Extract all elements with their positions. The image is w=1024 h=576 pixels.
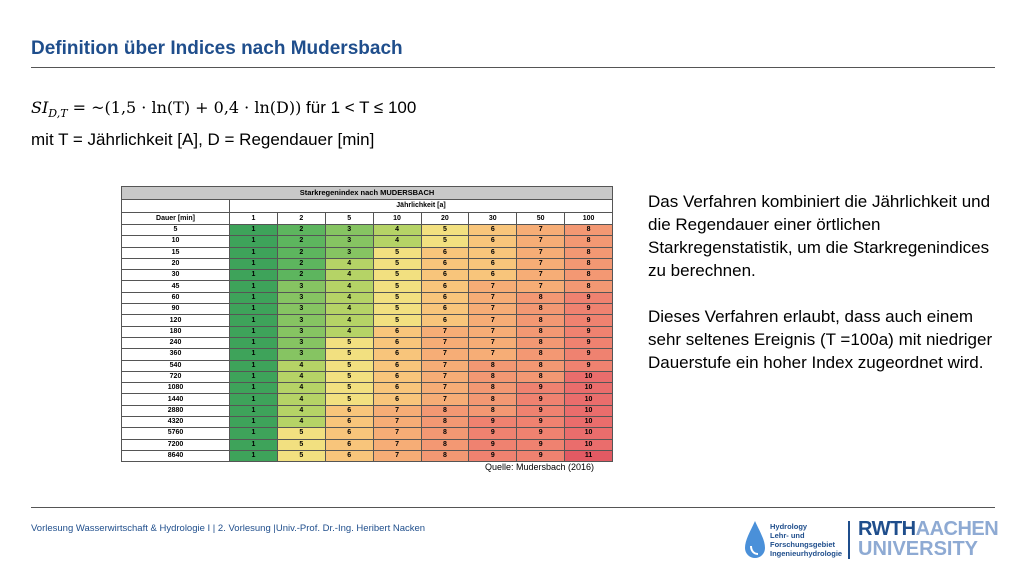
duration-cell: 15 <box>122 247 230 258</box>
index-cell: 9 <box>565 360 613 371</box>
return-period-header: 50 <box>517 213 565 225</box>
index-cell: 9 <box>469 439 517 450</box>
index-cell: 9 <box>469 417 517 428</box>
duration-cell: 4320 <box>122 417 230 428</box>
index-cell: 3 <box>277 281 325 292</box>
index-cell: 5 <box>325 371 373 382</box>
slide-title: Definition über Indices nach Mudersbach <box>31 38 403 59</box>
index-cell: 3 <box>277 337 325 348</box>
table-row <box>122 292 613 303</box>
return-period-header: 5 <box>325 213 373 225</box>
rwth-logo <box>858 519 998 559</box>
index-cell: 6 <box>421 247 469 258</box>
table-row <box>122 225 613 236</box>
index-cell: 8 <box>421 439 469 450</box>
index-cell: 9 <box>565 292 613 303</box>
index-cell: 4 <box>325 315 373 326</box>
index-cell: 1 <box>230 281 278 292</box>
duration-cell: 60 <box>122 292 230 303</box>
index-cell: 3 <box>277 292 325 303</box>
index-cell: 10 <box>565 394 613 405</box>
index-cell: 8 <box>565 225 613 236</box>
index-cell: 8 <box>517 349 565 360</box>
index-cell: 7 <box>469 292 517 303</box>
table-row <box>122 236 613 247</box>
index-cell: 9 <box>517 439 565 450</box>
index-cell: 9 <box>565 326 613 337</box>
index-cell: 8 <box>469 383 517 394</box>
duration-cell: 45 <box>122 281 230 292</box>
footer-text: Vorlesung Wasserwirtschaft & Hydrologie I | 2. Vorlesung |Univ.-Prof. Dr.-Ing. Heribert Nacken <box>31 523 426 534</box>
side-paragraph-2: Dieses Verfahren erlaubt, dass auch einem sehr seltenes Ereignis (T =100a) mit niedriger Dauerstufe ein hoher Index zugeordnet wird. <box>648 307 993 372</box>
index-cell: 3 <box>277 349 325 360</box>
index-cell: 2 <box>277 270 325 281</box>
index-cell: 4 <box>325 281 373 292</box>
duration-cell: 540 <box>122 360 230 371</box>
index-cell: 2 <box>277 236 325 247</box>
index-cell: 8 <box>517 315 565 326</box>
duration-header: Dauer [min] <box>122 213 230 225</box>
index-cell: 9 <box>469 450 517 461</box>
index-cell: 5 <box>373 304 421 315</box>
index-cell: 7 <box>421 383 469 394</box>
formula-line <box>31 98 416 120</box>
index-cell: 11 <box>565 450 613 461</box>
index-cell: 7 <box>469 281 517 292</box>
index-cell: 6 <box>373 383 421 394</box>
index-cell: 9 <box>517 383 565 394</box>
index-cell: 7 <box>469 349 517 360</box>
index-cell: 8 <box>517 337 565 348</box>
return-period-header: 10 <box>373 213 421 225</box>
index-cell: 4 <box>277 383 325 394</box>
index-cell: 9 <box>565 337 613 348</box>
duration-cell: 360 <box>122 349 230 360</box>
index-cell: 8 <box>565 270 613 281</box>
mudersbach-index-table <box>121 186 613 462</box>
index-cell: 7 <box>421 326 469 337</box>
index-cell: 5 <box>373 258 421 269</box>
index-cell: 5 <box>277 428 325 439</box>
index-cell: 6 <box>373 394 421 405</box>
index-cell: 7 <box>373 439 421 450</box>
index-cell: 1 <box>230 428 278 439</box>
table-row <box>122 394 613 405</box>
index-cell: 5 <box>325 337 373 348</box>
index-cell: 1 <box>230 349 278 360</box>
index-cell: 8 <box>517 360 565 371</box>
index-cell: 7 <box>517 236 565 247</box>
duration-cell: 5760 <box>122 428 230 439</box>
table-row <box>122 258 613 269</box>
index-cell: 10 <box>565 383 613 394</box>
index-cell: 6 <box>325 428 373 439</box>
index-cell: 6 <box>421 281 469 292</box>
rwth-word: RWTH <box>858 518 916 540</box>
duration-cell: 120 <box>122 315 230 326</box>
duration-cell: 1440 <box>122 394 230 405</box>
index-cell: 6 <box>421 270 469 281</box>
table-title: Starkregenindex nach MUDERSBACH <box>122 187 613 200</box>
formula-math <box>31 98 302 121</box>
index-cell: 8 <box>469 371 517 382</box>
index-cell: 7 <box>517 247 565 258</box>
index-cell: 5 <box>421 225 469 236</box>
index-cell: 8 <box>469 360 517 371</box>
index-cell: 7 <box>469 304 517 315</box>
index-cell: 9 <box>517 394 565 405</box>
return-period-header: 20 <box>421 213 469 225</box>
index-cell: 7 <box>469 337 517 348</box>
hydrology-logo-line-1: Hydrology <box>770 522 808 531</box>
index-cell: 4 <box>325 326 373 337</box>
index-cell: 7 <box>373 405 421 416</box>
table-row <box>122 383 613 394</box>
index-cell: 8 <box>421 405 469 416</box>
index-cell: 10 <box>565 439 613 450</box>
duration-cell: 720 <box>122 371 230 382</box>
index-cell: 1 <box>230 371 278 382</box>
index-cell: 4 <box>277 394 325 405</box>
table-row <box>122 417 613 428</box>
table-row <box>122 247 613 258</box>
index-cell: 1 <box>230 417 278 428</box>
table-row <box>122 360 613 371</box>
index-cell: 5 <box>421 236 469 247</box>
index-cell: 6 <box>325 439 373 450</box>
title-divider <box>31 67 995 68</box>
index-cell: 1 <box>230 292 278 303</box>
index-cell: 6 <box>373 326 421 337</box>
index-cell: 1 <box>230 236 278 247</box>
index-cell: 10 <box>565 428 613 439</box>
index-cell: 3 <box>277 315 325 326</box>
index-cell: 1 <box>230 360 278 371</box>
index-cell: 7 <box>373 428 421 439</box>
hydrology-logo-line-3: Forschungsgebiet <box>770 540 836 549</box>
duration-cell: 5 <box>122 225 230 236</box>
index-cell: 5 <box>325 394 373 405</box>
hydrology-logo <box>744 520 844 564</box>
index-cell: 10 <box>565 371 613 382</box>
index-cell: 3 <box>277 326 325 337</box>
index-cell: 5 <box>373 270 421 281</box>
duration-cell: 8640 <box>122 450 230 461</box>
index-cell: 8 <box>565 236 613 247</box>
index-cell: 7 <box>421 371 469 382</box>
index-cell: 9 <box>517 450 565 461</box>
index-cell: 7 <box>517 270 565 281</box>
index-cell: 3 <box>277 304 325 315</box>
duration-cell: 7200 <box>122 439 230 450</box>
table-row <box>122 371 613 382</box>
index-cell: 8 <box>469 394 517 405</box>
index-cell: 6 <box>373 349 421 360</box>
hydrology-logo-line-4: Ingenieurhydrologie <box>770 549 843 558</box>
index-cell: 8 <box>421 428 469 439</box>
index-cell: 8 <box>565 247 613 258</box>
duration-cell: 20 <box>122 258 230 269</box>
side-paragraph-1: Das Verfahren kombiniert die Jährlichkeit und die Regendauer einer örtlichen Starkregenstatistik, um die Starkregenindices zu berechnen. <box>648 192 991 280</box>
rwth-logo-line-1 <box>858 519 998 539</box>
return-period-header: 2 <box>277 213 325 225</box>
index-cell: 6 <box>469 236 517 247</box>
index-cell: 7 <box>373 450 421 461</box>
index-cell: 7 <box>421 360 469 371</box>
index-cell: 1 <box>230 225 278 236</box>
index-cell: 6 <box>325 450 373 461</box>
index-cell: 1 <box>230 270 278 281</box>
index-cell: 1 <box>230 394 278 405</box>
return-period-header: 100 <box>565 213 613 225</box>
table-row <box>122 315 613 326</box>
index-cell: 2 <box>277 225 325 236</box>
index-cell: 1 <box>230 383 278 394</box>
index-cell: 4 <box>325 292 373 303</box>
table-source: Quelle: Mudersbach (2016) <box>485 462 595 472</box>
index-cell: 8 <box>421 450 469 461</box>
table-corner <box>122 200 230 213</box>
duration-cell: 180 <box>122 326 230 337</box>
index-cell: 10 <box>565 417 613 428</box>
index-cell: 5 <box>373 292 421 303</box>
index-cell: 7 <box>421 349 469 360</box>
index-cell: 6 <box>373 360 421 371</box>
formula-subscript: D,T <box>48 107 68 121</box>
formula-si: SI <box>31 98 49 117</box>
table-subheader: Jährlichkeit [a] <box>230 200 613 213</box>
hydrology-logo-line-2: Lehr- und <box>770 531 805 540</box>
formula-expression: = ~(1,5 · ln(T) + 0,4 · ln(D)) <box>67 98 302 117</box>
index-cell: 8 <box>565 258 613 269</box>
index-cell: 6 <box>469 258 517 269</box>
index-cell: 6 <box>421 292 469 303</box>
aachen-word: AACHEN <box>915 518 999 540</box>
index-cell: 6 <box>373 371 421 382</box>
index-cell: 2 <box>277 258 325 269</box>
index-cell: 8 <box>517 304 565 315</box>
index-cell: 6 <box>325 417 373 428</box>
index-cell: 9 <box>469 428 517 439</box>
table-row <box>122 349 613 360</box>
index-cell: 3 <box>325 236 373 247</box>
index-cell: 4 <box>277 371 325 382</box>
university-word: UNIVERSITY <box>858 538 979 560</box>
table-row <box>122 270 613 281</box>
index-cell: 2 <box>277 247 325 258</box>
formula-condition: für 1 < T ≤ 100 <box>301 98 417 117</box>
index-cell: 7 <box>469 326 517 337</box>
index-cell: 5 <box>373 281 421 292</box>
index-cell: 6 <box>421 315 469 326</box>
index-cell: 6 <box>421 258 469 269</box>
duration-cell: 10 <box>122 236 230 247</box>
table-row <box>122 450 613 461</box>
index-cell: 3 <box>325 247 373 258</box>
index-cell: 9 <box>565 315 613 326</box>
duration-cell: 2880 <box>122 405 230 416</box>
index-cell: 7 <box>517 281 565 292</box>
index-cell: 4 <box>277 405 325 416</box>
index-cell: 5 <box>277 439 325 450</box>
table-row <box>122 405 613 416</box>
index-cell: 9 <box>565 349 613 360</box>
index-cell: 8 <box>421 417 469 428</box>
index-cell: 9 <box>565 304 613 315</box>
index-cell: 7 <box>421 394 469 405</box>
index-cell: 8 <box>517 326 565 337</box>
index-cell: 7 <box>469 315 517 326</box>
water-drop-icon <box>744 520 766 560</box>
table-row <box>122 326 613 337</box>
table-row <box>122 428 613 439</box>
index-cell: 4 <box>277 360 325 371</box>
index-cell: 6 <box>469 270 517 281</box>
index-cell: 6 <box>421 304 469 315</box>
index-cell: 6 <box>373 337 421 348</box>
index-cell: 4 <box>373 236 421 247</box>
index-cell: 5 <box>325 349 373 360</box>
index-cell: 8 <box>517 292 565 303</box>
index-cell: 5 <box>373 247 421 258</box>
duration-cell: 1080 <box>122 383 230 394</box>
index-cell: 6 <box>469 225 517 236</box>
index-cell: 4 <box>325 258 373 269</box>
duration-cell: 90 <box>122 304 230 315</box>
index-cell: 6 <box>469 247 517 258</box>
logo-separator <box>848 521 850 559</box>
index-cell: 7 <box>517 225 565 236</box>
index-cell: 9 <box>517 405 565 416</box>
table-row <box>122 304 613 315</box>
index-cell: 7 <box>421 337 469 348</box>
table-row <box>122 281 613 292</box>
footer-divider <box>31 507 995 508</box>
index-cell: 1 <box>230 450 278 461</box>
table-row <box>122 439 613 450</box>
index-cell: 1 <box>230 405 278 416</box>
index-cell: 1 <box>230 304 278 315</box>
index-cell: 4 <box>277 417 325 428</box>
index-cell: 1 <box>230 439 278 450</box>
index-cell: 5 <box>373 315 421 326</box>
index-cell: 4 <box>325 270 373 281</box>
side-text <box>648 190 998 397</box>
index-cell: 1 <box>230 326 278 337</box>
index-cell: 9 <box>517 428 565 439</box>
index-cell: 9 <box>517 417 565 428</box>
index-cell: 3 <box>325 225 373 236</box>
formula-legend: mit T = Jährlichkeit [A], D = Regendauer [min] <box>31 130 375 149</box>
mudersbach-table-container <box>121 186 613 462</box>
duration-cell: 240 <box>122 337 230 348</box>
index-cell: 1 <box>230 247 278 258</box>
index-cell: 8 <box>469 405 517 416</box>
index-cell: 5 <box>325 360 373 371</box>
hydrology-logo-text <box>770 522 842 558</box>
index-cell: 10 <box>565 405 613 416</box>
duration-cell: 30 <box>122 270 230 281</box>
index-cell: 5 <box>277 450 325 461</box>
table-row <box>122 337 613 348</box>
index-cell: 4 <box>325 304 373 315</box>
index-cell: 8 <box>565 281 613 292</box>
index-cell: 8 <box>517 371 565 382</box>
index-cell: 7 <box>373 417 421 428</box>
index-cell: 1 <box>230 337 278 348</box>
index-cell: 4 <box>373 225 421 236</box>
index-cell: 6 <box>325 405 373 416</box>
index-cell: 7 <box>517 258 565 269</box>
return-period-header: 30 <box>469 213 517 225</box>
index-cell: 1 <box>230 315 278 326</box>
return-period-header: 1 <box>230 213 278 225</box>
index-cell: 1 <box>230 258 278 269</box>
index-cell: 5 <box>325 383 373 394</box>
